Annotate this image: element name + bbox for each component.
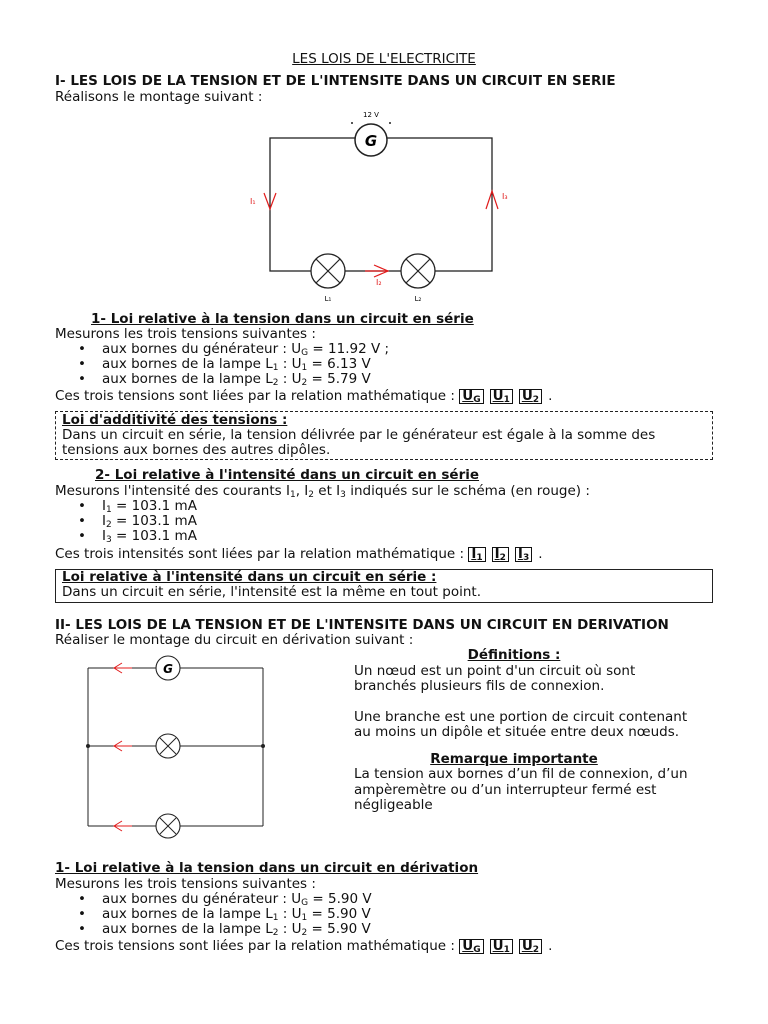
relation-box: $U_G$	[459, 389, 483, 404]
law-box-tension-additivity	[55, 411, 713, 460]
lamp-l2	[156, 814, 180, 838]
law-box-text: Dans un circuit en série, l'intensité est la même en tout point.	[62, 584, 481, 600]
list-item: • aux bornes du générateur : $U_G = 5.90$ V	[78, 891, 372, 908]
generator-value: 12 V	[363, 111, 379, 119]
parallel-circuit-diagram	[62, 648, 302, 848]
circuit-wire	[270, 138, 492, 271]
node-point	[86, 744, 90, 748]
law-box-intensity-series	[55, 569, 713, 603]
lamp-l2-label: L₂	[414, 295, 422, 303]
series-tension-heading: 1- Loi relative à la tension dans un circuit en série	[91, 311, 474, 327]
relation-box: $I_2$	[492, 547, 509, 562]
parallel-tension-intro: Mesurons les trois tensions suivantes :	[55, 876, 316, 892]
law-box-text: Dans un circuit en série, la tension délivrée par le générateur est égale à la somme des	[62, 427, 656, 443]
section-2-intro: Réaliser le montage du circuit en dérivation suivant :	[55, 632, 414, 648]
series-intensity-intro: Mesurons l'intensité des courants $I_1$, $I_2$ et $I_3$ indiqués sur le schéma (en rouge) :	[55, 483, 590, 500]
law-box-text: tensions aux bornes des autres dipôles.	[62, 442, 331, 458]
generator-label: G	[364, 132, 378, 150]
list-item: • $I_1 = 103.1$ mA	[78, 498, 197, 515]
list-item: • $I_2 = 103.1$ mA	[78, 513, 197, 530]
definition-branch: au moins un dipôle et située entre deux nœuds.	[354, 724, 680, 740]
relation-box: $U_G$	[459, 939, 483, 954]
series-tension-intro: Mesurons les trois tensions suivantes :	[55, 326, 316, 342]
parallel-tension-relation: Ces trois tensions sont liées par la relation mathématique : $U_G$ $U_1$ $U_2$ .	[55, 938, 553, 955]
series-circuit-diagram	[240, 105, 510, 305]
lamp-l1	[311, 254, 345, 288]
relation-box: $U_1$	[490, 389, 513, 404]
node-point	[261, 744, 265, 748]
relation-box: $I_1$	[468, 547, 485, 562]
list-item: • aux bornes de la lampe $L_1$ : $U_1 = 6.13$ V	[78, 356, 371, 373]
remark-heading: Remarque importante	[430, 750, 598, 767]
current-i3-label: I₃	[502, 192, 508, 201]
relation-box: $U_2$	[519, 939, 542, 954]
law-box-title: Loi d'additivité des tensions :	[62, 412, 288, 428]
list-item: • $I_3 = 103.1$ mA	[78, 528, 197, 545]
page-title: LES LOIS DE L'ELECTRICITE	[292, 51, 476, 67]
relation-box: $I_3$	[515, 547, 532, 562]
section-1-heading: I- LES LOIS DE LA TENSION ET DE L'INTENSITE DANS UN CIRCUIT EN SERIE	[55, 73, 616, 89]
definitions-heading: Définitions :	[467, 647, 561, 663]
current-i2-label: I₂	[376, 278, 382, 287]
section-2-heading: II- LES LOIS DE LA TENSION ET DE L'INTENSITE DANS UN CIRCUIT EN DERIVATION	[55, 617, 669, 633]
svg-text:G: G	[163, 662, 173, 676]
list-item: • aux bornes du générateur : $U_G = 11.92$ V ;	[78, 341, 390, 358]
current-arrows	[114, 663, 132, 831]
list-item: • aux bornes de la lampe $L_2$ : $U_2 = 5.79$ V	[78, 371, 371, 388]
current-arrows	[264, 191, 498, 277]
definition-node: Un nœud est un point d'un circuit où sont	[354, 662, 636, 679]
current-i1-label: I₁	[250, 197, 256, 206]
generator-symbol	[156, 656, 180, 680]
definitions-block	[354, 648, 714, 814]
series-intensity-heading: 2- Loi relative à l'intensité dans un circuit en série	[95, 467, 480, 483]
relation-box: $U_1$	[490, 939, 513, 954]
parallel-tension-heading: 1- Loi relative à la tension dans un circuit en dérivation	[55, 860, 479, 876]
definition-branch: Une branche est une portion de circuit contenant	[354, 708, 688, 725]
list-item: • aux bornes de la lampe $L_1$ : $U_1 = 5.90$ V	[78, 906, 371, 923]
definition-node: branchés plusieurs fils de connexion.	[354, 678, 605, 694]
remark-text: ampèremètre ou d’un interrupteur fermé est	[354, 781, 657, 798]
lamp-l1	[156, 734, 180, 758]
series-tension-relation: Ces trois tensions sont liées par la relation mathématique : $U_G$ $U_1$ $U_2$ .	[55, 388, 553, 405]
law-box-title: Loi relative à l'intensité dans un circuit en série :	[62, 569, 437, 585]
parallel-tension-list	[78, 892, 372, 937]
series-tension-list	[78, 342, 389, 387]
lamp-l1-label: L₁	[324, 295, 332, 303]
section-1-intro: Réalisons le montage suivant :	[55, 89, 263, 105]
relation-box: $U_2$	[519, 389, 542, 404]
list-item: • aux bornes de la lampe $L_2$ : $U_2 = 5.90$ V	[78, 921, 371, 938]
remark-text: négligeable	[354, 797, 433, 813]
series-intensity-relation: Ces trois intensités sont liées par la relation mathématique : $I_1$ $I_2$ $I_3$ .	[55, 546, 543, 563]
series-intensity-list	[78, 499, 197, 544]
remark-text: La tension aux bornes d’un fil de connexion, d’un	[354, 766, 688, 782]
lamp-l2	[401, 254, 435, 288]
